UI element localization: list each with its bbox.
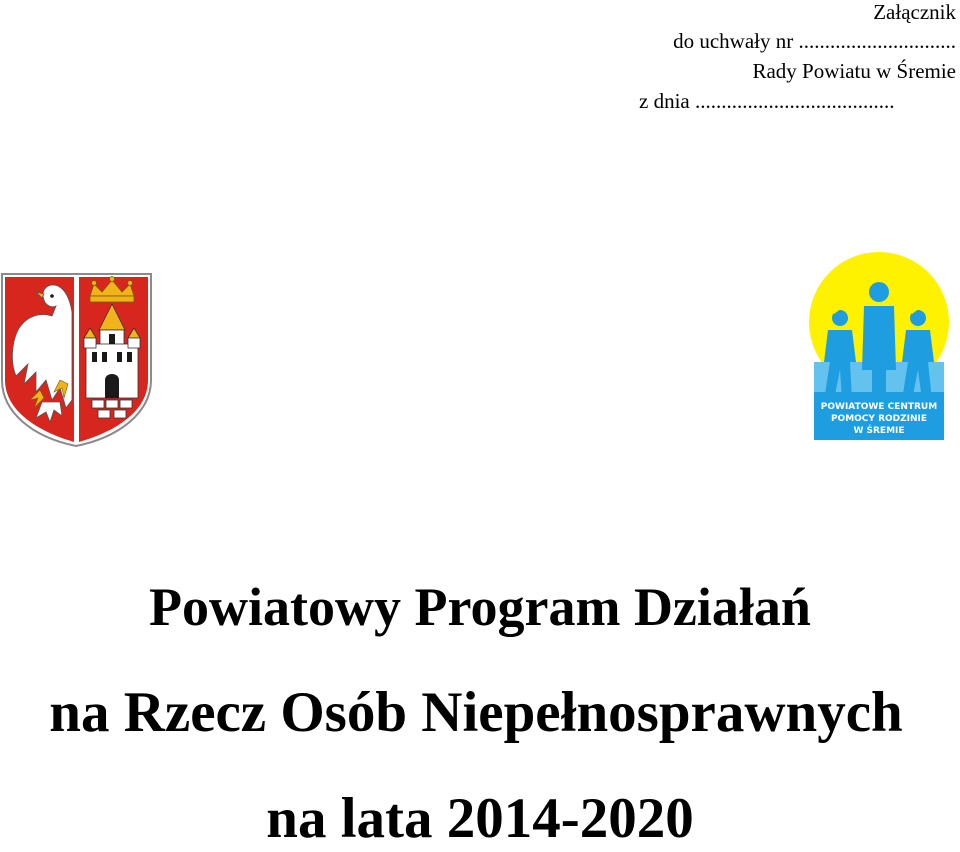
pcpr-text-line1: POWIATOWE CENTRUM	[820, 402, 938, 412]
resolution-number-line: do uchwały nr ..............................	[673, 29, 956, 53]
resolution-date-line: z dnia ......................................	[639, 89, 895, 113]
pcpr-text-line3: W ŚREMIE	[853, 426, 905, 436]
document-title-line-2: na Rzecz Osób Niepełnosprawnych	[49, 681, 903, 744]
annex-label: Załącznik	[873, 0, 956, 24]
document-title-line-1: Powiatowy Program Działań	[149, 577, 811, 637]
pcpr-logo-icon	[806, 252, 952, 440]
pcpr-text-line2: POMOCY RODZINIE	[830, 414, 928, 424]
council-name-line: Rady Powiatu w Śremie	[752, 59, 956, 83]
document-title-line-3: na lata 2014-2020	[266, 787, 694, 850]
county-coat-of-arms-icon	[0, 272, 153, 448]
